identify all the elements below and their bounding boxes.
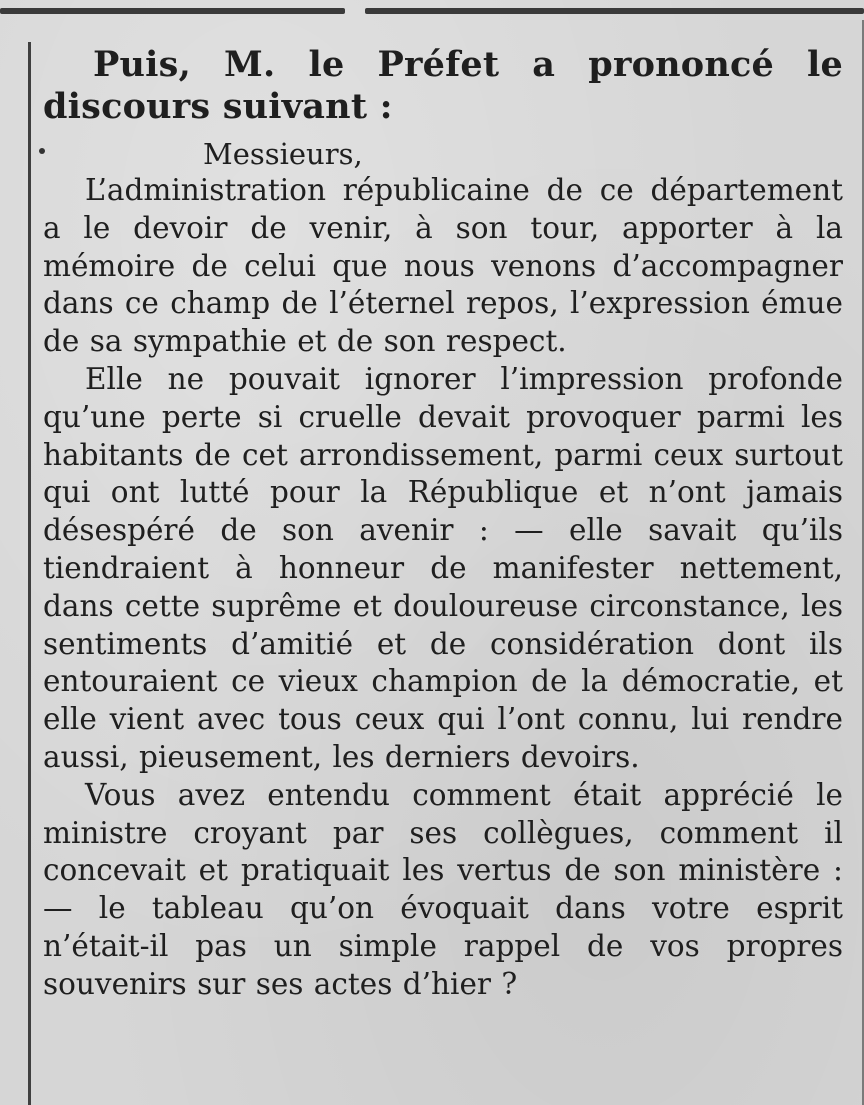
bullet-mark (39, 148, 45, 154)
speech-paragraph-1: L’administration républicaine de ce département a le devoir de venir, à son tour, apporter à la mémoire de celui que nous venons d’accompagner dans ce champ de l’éternel repos, l’expression émue de sa sympathie et de son respect. (43, 173, 843, 359)
top-rule-right (365, 8, 864, 14)
speech-paragraph-2: Elle ne pouvait ignorer l’impression profonde qu’une perte si cruelle devait provoquer parmi les habitants de cet arrondissement, parmi ceux surtout qui ont lutté pour la République et n’ont jamais désespéré de son avenir : — elle savait qu’ils tiendraient à honneur de manifester nettement, dans cette suprême et douloureuse circonstance, les sentiments d’amitié et de considération dont ils entouraient ce vieux champion de la démocratie, et elle vient avec tous ceux qui l’ont connu, lui rendre aussi, pieusement, les derniers devoirs. (43, 361, 843, 774)
cut-off-next-line (43, 1094, 833, 1105)
top-rule-left (0, 8, 345, 14)
top-column-rule (0, 0, 864, 18)
column-rule-left (28, 42, 31, 1105)
speech-salutation: Messieurs, (203, 137, 363, 171)
speech-paragraph-3: Vous avez entendu comment était apprécié le ministre croyant par ses collègues, comment il concevait et pratiquait les vertus de son ministère : — le tableau qu’on évoquait dans votre esprit n’était-il pas un simple rappel de vos propres souvenirs sur ses actes d’hier ? (43, 777, 843, 1001)
speech-salutation-line (43, 136, 843, 172)
article-intro: Puis, M. le Préfet a prononcé le discours suivant : (43, 44, 843, 127)
article-column (43, 44, 843, 1004)
